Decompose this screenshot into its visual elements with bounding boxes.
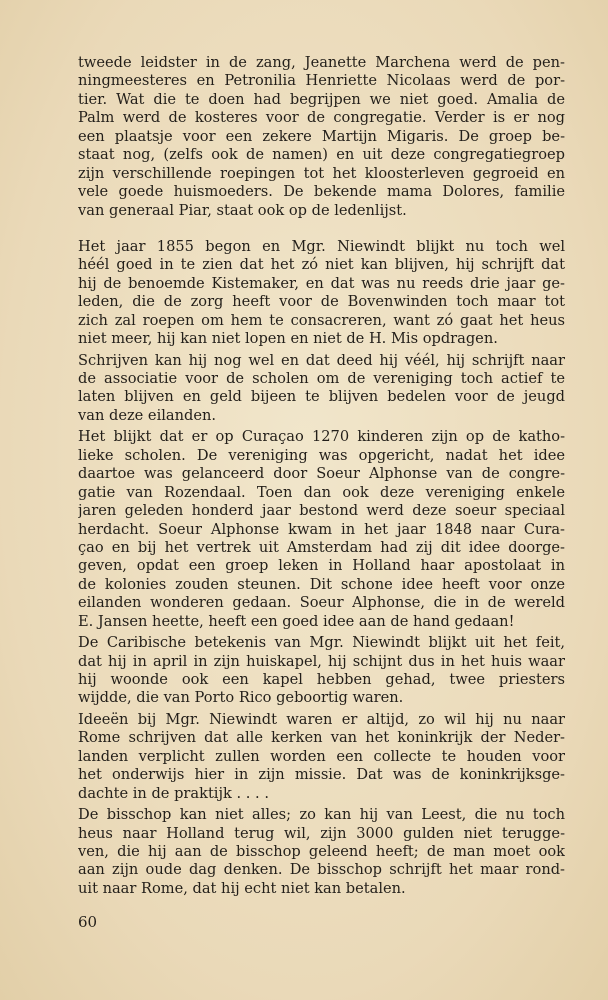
text-line: tweede leidster in de zang, Jeanette Marchena werd de pen- [78, 54, 565, 71]
paragraph-5 [78, 634, 565, 708]
text-line: niet meer, hij kan niet lopen en niet de H. Mis opdragen. [78, 330, 498, 348]
text-line: wijdde, die van Porto Rico geboortig waren. [78, 689, 404, 707]
text-line: eilanden wonderen gedaan. Soeur Alphonse, die in de wereld [78, 594, 565, 612]
text-line: daartoe was gelanceerd door Soeur Alphonse van de congre- [78, 465, 565, 483]
text-line: De bisschop kan niet alles; zo kan hij van Leest, die nu toch [78, 806, 565, 824]
text-line: Rome schrijven dat alle kerken van het koninkrijk der Neder- [78, 729, 565, 747]
body-text [78, 54, 565, 901]
text-line: de kolonies zouden steunen. Dit schone idee heeft voor onze [78, 575, 565, 593]
text-line: het onderwijs hier in zijn missie. Dat was de koninkrijksge- [78, 766, 565, 784]
text-line: uit naar Rome, dat hij echt niet kan betalen. [78, 879, 406, 897]
text-line: E. Jansen heette, heeft een goed idee aan de hand gedaan! [78, 612, 515, 630]
text-line: dachte in de praktijk . . . . [78, 784, 269, 802]
text-line: van generaal Piar, staat ook op de ledenlijst. [78, 201, 407, 219]
text-line: aan zijn oude dag denken. De bisschop schrijft het maar rond- [78, 861, 565, 879]
text-line: laten blijven en geld bijeen te blijven bedelen voor de jeugd [78, 388, 565, 406]
text-line: Palm werd de kosteres voor de congregatie. Verder is er nog [78, 109, 565, 127]
text-line: Het jaar 1855 begon en Mgr. Niewindt blijkt nu toch wel [78, 237, 565, 255]
text-line: geven, opdat een groep leken in Holland haar apostolaat in [78, 557, 565, 575]
paragraph-6 [78, 711, 565, 803]
text-line: ningmeesteres en Petronilia Henriette Nicolaas werd de por- [78, 72, 565, 90]
text-line: ven, die hij aan de bisschop geleend heeft; de man moet ook [78, 842, 565, 860]
page-number: 60 [78, 913, 98, 931]
text-line: hij de benoemde Kistemaker, en dat was nu reeds drie jaar ge- [78, 274, 565, 292]
text-line: çao en bij het vertrek uit Amsterdam had zij dit idee doorge- [78, 538, 565, 556]
text-line: heus naar Holland terug wil, zijn 3000 gulden niet terugge- [78, 824, 565, 842]
text-line: tier. Wat die te doen had begrijpen we niet goed. Amalia de [78, 90, 565, 108]
text-line: een plaatsje voor een zekere Martijn Migaris. De groep be- [78, 127, 565, 145]
text-line: de associatie voor de scholen om de vereniging toch actief te [78, 370, 565, 387]
text-line: zijn verschillende roepingen tot het kloosterleven gegroeid en [78, 164, 565, 182]
text-line: van deze eilanden. [78, 406, 217, 424]
text-line: Schrijven kan hij nog wel en dat deed hij véél, hij schrijft naar [78, 351, 565, 369]
text-line: Het blijkt dat er op Curaçao 1270 kinderen zijn op de katho- [78, 428, 565, 446]
text-line: herdacht. Soeur Alphonse kwam in het jaar 1848 naar Cura- [78, 520, 565, 538]
text-line: leden, die de zorg heeft voor de Bovenwinden toch maar tot [78, 293, 565, 311]
paragraph-2 [78, 238, 565, 349]
paragraph-4 [78, 428, 565, 631]
paragraph-1 [78, 54, 565, 220]
text-line: staat nog, (zelfs ook de namen) en uit deze congregatiegroep [78, 146, 565, 164]
text-line: landen verplicht zullen worden een collecte te houden voor [78, 747, 565, 765]
text-line: Ideeën bij Mgr. Niewindt waren er altijd, zo wil hij nu naar [78, 710, 565, 728]
paragraph-7 [78, 806, 565, 898]
text-line: jaren geleden honderd jaar bestond werd deze soeur speciaal [78, 502, 565, 520]
text-line: vele goede huismoeders. De bekende mama Dolores, familie [78, 183, 565, 201]
text-line: zich zal roepen om hem te consacreren, want zó gaat het heus [78, 311, 565, 329]
text-line: hij woonde ook een kapel hebben gehad, twee priesters [78, 671, 565, 688]
text-line: lieke scholen. De vereniging was opgericht, nadat het idee [78, 446, 565, 464]
text-line: dat hij in april in zijn huiskapel, hij schijnt dus in het huis waar [78, 652, 565, 670]
text-line: De Caribische betekenis van Mgr. Niewindt blijkt uit het feit, [78, 634, 565, 652]
text-line: héél goed in te zien dat het zó niet kan blijven, hij schrijft dat [78, 256, 565, 274]
text-line: gatie van Rozendaal. Toen dan ook deze vereniging enkele [78, 483, 565, 501]
paragraph-3 [78, 352, 565, 426]
